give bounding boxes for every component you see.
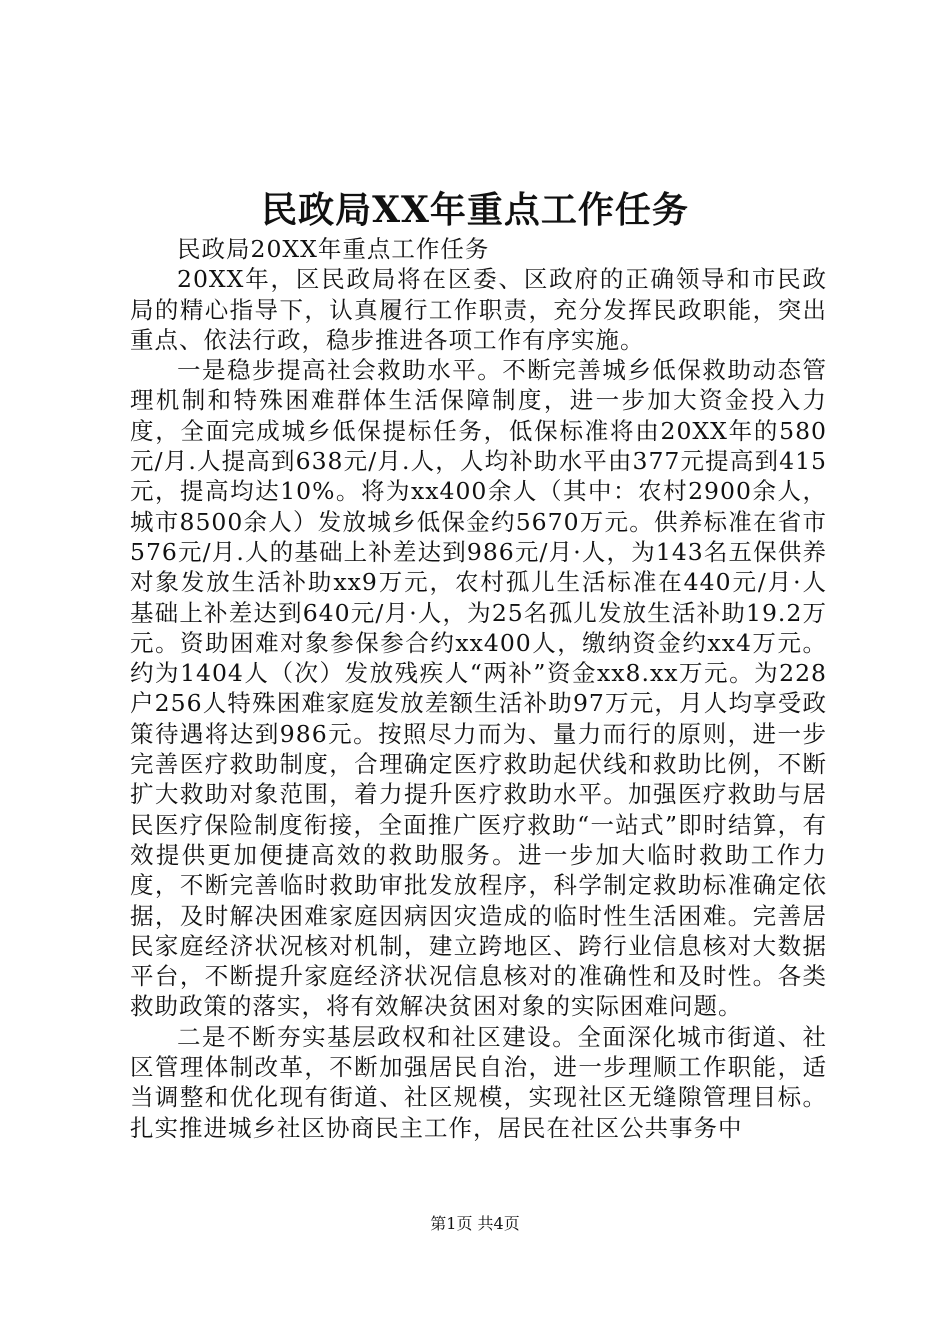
paragraph-intro: 20XX年，区民政局将在区委、区政府的正确领导和市民政局的精心指导下，认真履行工作职责，充分发挥民政职能，突出重点、依法行政，稳步推进各项工作有序实施。 <box>130 265 827 354</box>
paragraph-subtitle: 民政局20XX年重点工作任务 <box>177 235 490 263</box>
document-body <box>130 234 827 1143</box>
page-number: 第1页 共4页 <box>430 1214 520 1233</box>
paragraph-community-building: 二是不断夯实基层政权和社区建设。全面深化城市街道、社区管理体制改革，不断加强居民自治，进一步理顺工作职能，适当调整和优化现有街道、社区规模，实现社区无缝隙管理目标。扎实推进城乡社区协商民主工作，居民在社区公共事务中 <box>130 1022 827 1142</box>
document-title: 民政局XX年重点工作任务 <box>261 189 689 231</box>
paragraph-social-assistance: 一是稳步提高社会救助水平。不断完善城乡低保救助动态管理机制和特殊困难群体生活保障制度，进一步加大资金投入力度，全面完成城乡低保提标任务，低保标准将由20XX年的580元/月.人提高到638元/月.人，人均补助水平由377元提高到415元，提高均达10%。将为xx400余人（其中：农村2900余人，城市8500余人）发放城乡低保金约5670万元。供养标准在省市576元/月.人的基础上补差达到986元/月·人，为143名五保供养对象发放生活补助xx9万元，农村孤儿生活标准在440元/月·人基础上补差达到640元/月·人，为25名孤儿发放生活补助19.2万元。资助困难对象参保参合约xx400人，缴纳资金约xx4万元。约为1404人（次）发放残疾人“两补”资金xx8.xx万元。为228户256人特殊困难家庭发放差额生活补助97万元，月人均享受政策待遇将达到986元。按照尽力而为、量力而行的原则，进一步完善医疗救助制度，合理确定医疗救助起伏线和救助比例，不断扩大救助对象范围，着力提升医疗救助水平。加强医疗救助与居民医疗保险制度衔接，全面推广医疗救助“一站式”即时结算，有效提供更加便捷高效的救助服务。进一步加大临时救助工作力度，不断完善临时救助审批发放程序，科学制定救助标准确定依据，及时解决困难家庭因病因灾造成的临时性生活困难。完善居民家庭经济状况核对机制，建立跨地区、跨行业信息核对大数据平台，不断提升家庭经济状况信息核对的准确性和及时性。各类救助政策的落实，将有效解决贫困对象的实际困难问题。 <box>130 356 827 1021</box>
